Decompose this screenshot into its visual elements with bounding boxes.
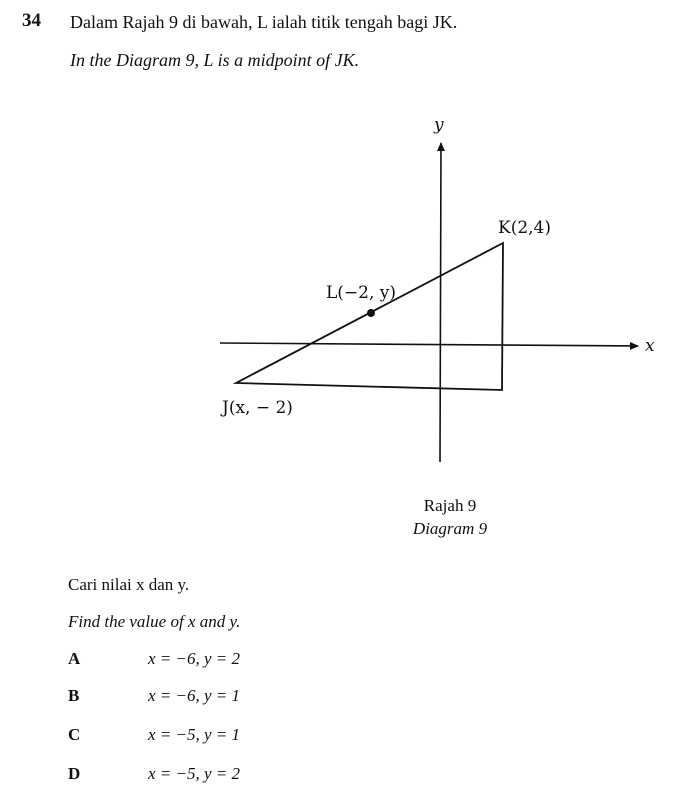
option-d-text: x = −5, y = 2 <box>148 764 241 783</box>
option-b-letter: B <box>68 686 80 705</box>
option-a-letter: A <box>68 649 81 668</box>
y-axis <box>440 143 441 462</box>
point-l-label: L(−2, y) <box>326 283 397 303</box>
option-c-text: x = −5, y = 1 <box>148 725 241 744</box>
x-axis-label: x <box>645 336 655 356</box>
instruction-malay: Cari nilai x dan y. <box>68 575 190 594</box>
option-a-text: x = −6, y = 2 <box>148 649 241 668</box>
point-j-label: J(x, − 2) <box>222 398 293 418</box>
option-c-letter: C <box>68 725 81 744</box>
option-d-letter: D <box>68 764 81 783</box>
instruction-english: Find the value of x and y. <box>68 612 241 631</box>
point-k-label: K(2,4) <box>498 218 552 238</box>
diagram-caption-malay: Rajah 9 <box>423 496 477 515</box>
question-number: 34 <box>22 10 41 31</box>
x-axis <box>220 343 638 346</box>
diagram-caption-english: Diagram 9 <box>412 519 488 538</box>
y-axis-label: y <box>434 115 444 135</box>
option-b-text: x = −6, y = 1 <box>148 686 241 705</box>
question-text-english: In the Diagram 9, L is a midpoint of JK. <box>70 50 360 70</box>
midpoint-l-dot <box>367 309 375 317</box>
question-text-malay: Dalam Rajah 9 di bawah, L ialah titik tengah bagi JK. <box>70 12 458 32</box>
